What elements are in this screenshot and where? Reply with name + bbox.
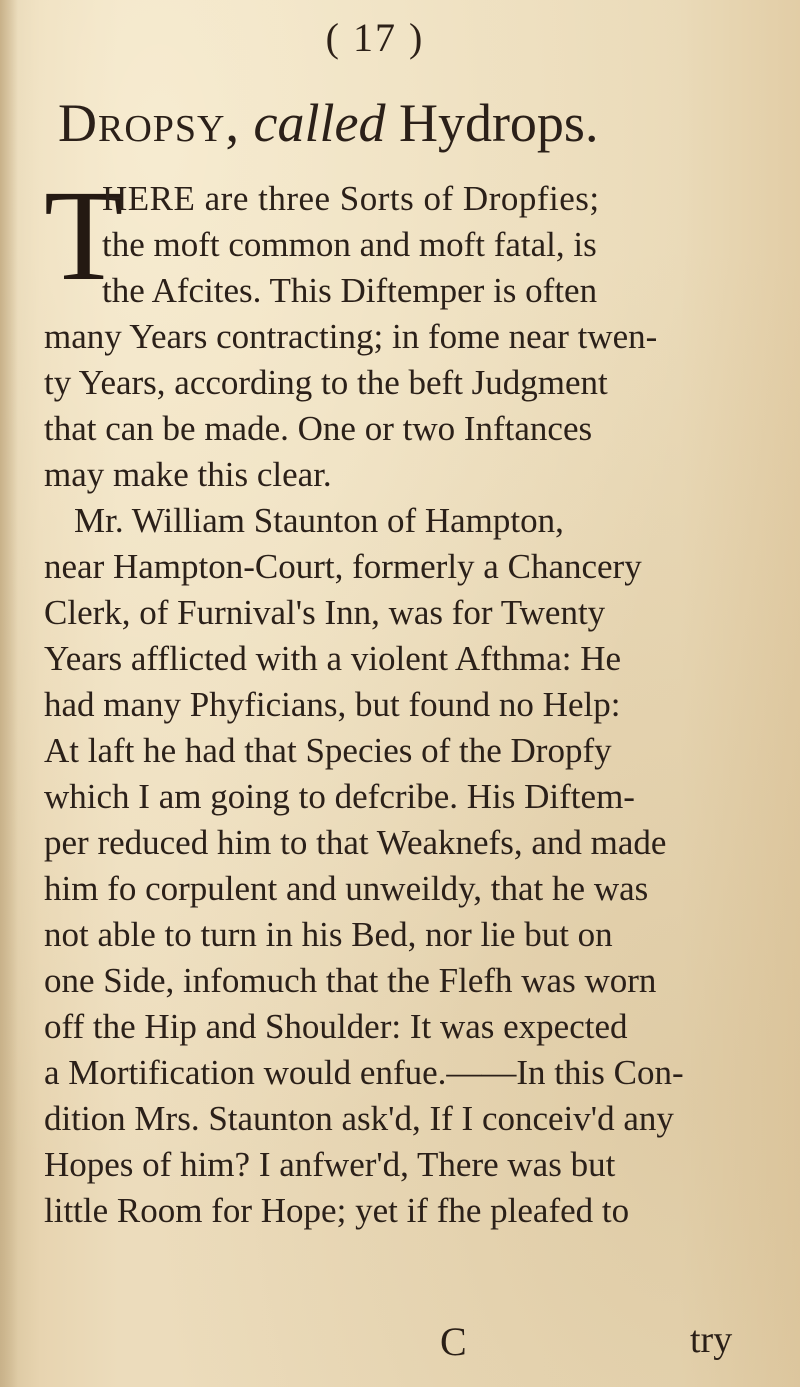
catchword: try: [690, 1319, 733, 1361]
text-line: which I am going to defcribe. His Diftem-: [44, 777, 635, 816]
text-line: that can be made. One or two Inftances: [44, 409, 593, 448]
drop-capital: T: [44, 164, 124, 308]
text-line: one Side, infomuch that the Flefh was worn: [44, 961, 657, 1000]
text-line: the Afcites. This Diftemper is often: [102, 271, 598, 310]
text-line: little Room for Hope; yet if fhe pleafed to: [44, 1191, 630, 1230]
text-line: near Hampton-Court, formerly a Chancery: [44, 547, 642, 586]
text-line: Mr. William Staunton of Hampton,: [74, 501, 564, 540]
text-line: may make this clear.: [44, 455, 332, 494]
text-line: him fo corpulent and unweildy, that he was: [44, 869, 649, 908]
text-line: a Mortification would enfue.——In this Con-: [44, 1053, 684, 1092]
text-line: ty Years, according to the beft Judgment: [44, 363, 608, 402]
text-line: off the Hip and Shoulder: It was expected: [44, 1007, 628, 1046]
page-number: ( 17 ): [325, 15, 425, 60]
heading-caps: Dropsy,: [58, 93, 240, 153]
text-line: per reduced him to that Weaknefs, and made: [44, 823, 667, 862]
signature-mark: C: [440, 1319, 467, 1364]
text-line: many Years contracting; in fome near twen-: [44, 317, 658, 356]
heading-italic: called: [253, 93, 386, 153]
text-line: had many Phyficians, but found no Help:: [44, 685, 621, 724]
text-line: Hopes of him? I anfwer'd, There was but: [44, 1145, 616, 1184]
text-line: not able to turn in his Bed, nor lie but on: [44, 915, 613, 954]
chapter-heading: [58, 88, 778, 158]
text-line: HERE are three Sorts of Dropfies;: [102, 179, 600, 218]
text-line: Years afflicted with a violent Afthma: He: [44, 639, 622, 678]
text-line: dition Mrs. Staunton ask'd, If I conceiv'd any: [44, 1099, 674, 1138]
heading-rest: Hydrops.: [398, 93, 599, 153]
text-line: At laft he had that Species of the Dropfy: [44, 731, 612, 770]
page-edge-shadow: [0, 0, 18, 1387]
text-line: Clerk, of Furnival's Inn, was for Twenty: [44, 593, 606, 632]
text-line: the moft common and moft fatal, is: [102, 225, 597, 264]
